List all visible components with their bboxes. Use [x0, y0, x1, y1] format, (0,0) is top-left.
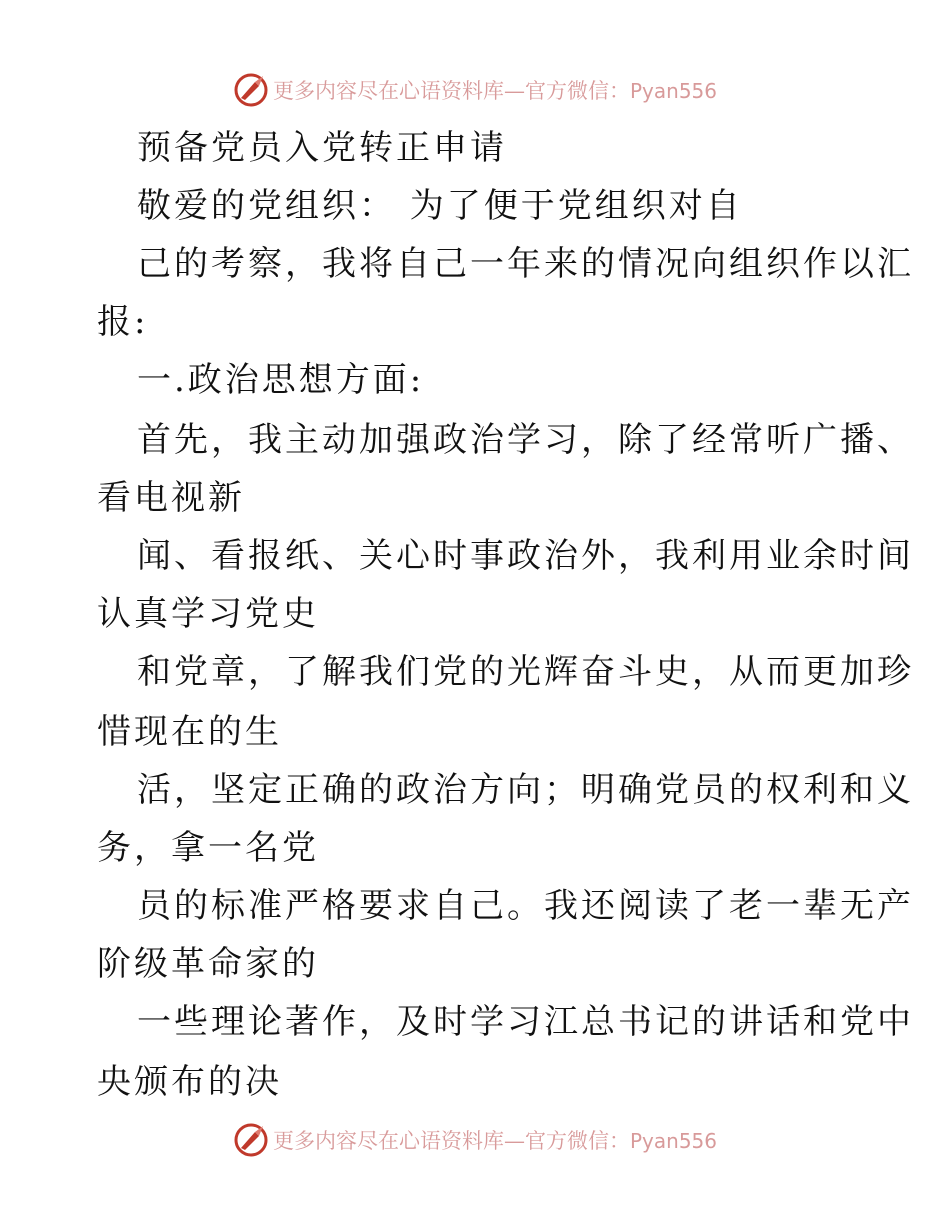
watermark-text: 更多内容尽在心语资料库—官方微信：Pyan556 — [272, 1129, 717, 1153]
quill-logo-icon — [233, 72, 269, 108]
quill-logo-icon — [233, 1122, 269, 1158]
paragraph-line: 央颁布的决 — [97, 1062, 282, 1102]
salutation-line: 敬爱的党组织： 为了便于党组织对自 — [137, 186, 743, 226]
paragraph-line: 报: — [97, 302, 149, 342]
paragraph-line: 员的标准严格要求自己。我还阅读了老一辈无产 — [137, 886, 914, 926]
paragraph-line: 看电视新 — [97, 478, 245, 518]
watermark-text: 更多内容尽在心语资料库—官方微信：Pyan556 — [272, 79, 717, 103]
paragraph-line: 惜现在的生 — [97, 712, 282, 752]
paragraph-line: 和党章，了解我们党的光辉奋斗史，从而更加珍 — [137, 652, 914, 692]
paragraph-line: 认真学习党史 — [97, 594, 319, 634]
footer-watermark — [0, 1120, 950, 1160]
paragraph-line: 阶级革命家的 — [97, 944, 319, 984]
paragraph-line: 己的考察，我将自己一年来的情况向组织作以汇 — [137, 244, 914, 284]
section-heading: 一.政治思想方面: — [137, 360, 425, 400]
paragraph-line: 活，坚定正确的政治方向；明确党员的权利和义 — [137, 770, 914, 810]
paragraph-line: 务，拿一名党 — [97, 828, 319, 868]
paragraph-line: 首先，我主动加强政治学习，除了经常听广播、 — [137, 420, 914, 460]
paragraph-line: 一些理论著作，及时学习江总书记的讲话和党中 — [137, 1002, 914, 1042]
paragraph-line: 闻、看报纸、关心时事政治外，我利用业余时间 — [137, 536, 914, 576]
header-watermark — [0, 70, 950, 110]
document-title: 预备党员入党转正申请 — [137, 128, 507, 168]
